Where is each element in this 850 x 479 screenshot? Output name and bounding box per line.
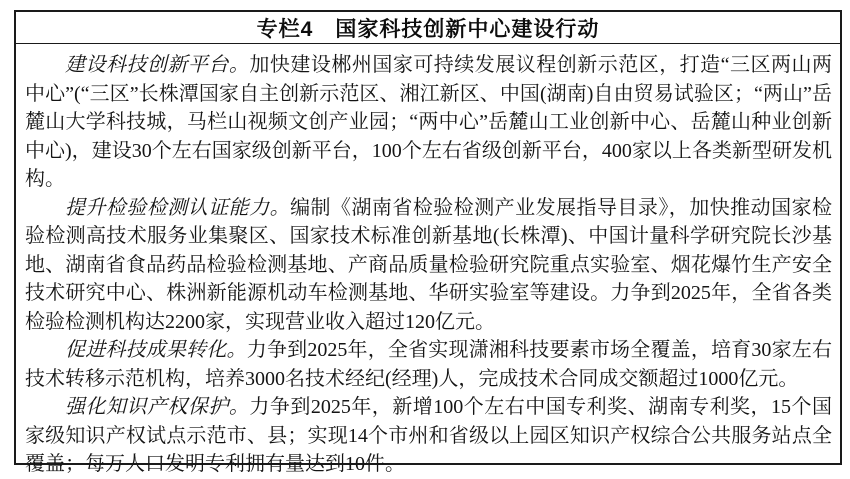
paragraph-achievement-transfer bbox=[25, 336, 832, 393]
paragraph-lead: 促进科技成果转化。 bbox=[65, 339, 247, 361]
panel-title: 专栏4 国家科技创新中心建设行动 bbox=[256, 17, 600, 41]
paragraph-ip-protection bbox=[25, 393, 832, 479]
paragraph-inspection-testing bbox=[25, 194, 832, 337]
paragraph-lead: 提升检验检测认证能力。 bbox=[65, 196, 291, 219]
paragraph-lead: 建设科技创新平台。 bbox=[65, 54, 250, 76]
paragraph-build-platforms bbox=[25, 51, 832, 194]
paragraph-text: 加快建设郴州国家可持续发展议程创新示范区，打造“三区两山两中心”(“三区”长株潭国家自主创新示范区、湘江新区、中国(湖南)自由贸易试验区；“两山”岳麓山大学科技城，马栏山视频文创产业园；“两中心”岳麓山工业创新中心、岳麓山种业创新中心)，建设30个左右国家级创新平台，100个左右省级创新平台，400家以上各类新型研发机构。 bbox=[25, 54, 832, 190]
panel-title-bar bbox=[16, 12, 840, 44]
paragraph-text: 力争到2025年，全省实现潇湘科技要素市场全覆盖，培育30家左右技术转移示范机构，培养3000名技术经纪(经理)人，完成技术合同成交额超过1000亿元。 bbox=[25, 339, 832, 390]
paragraph-text: 力争到2025年，新增100个左右中国专利奖、湖南专利奖，15个国家级知识产权试点示范市、县；实现14个市州和省级以上园区知识产权综合公共服务站点全覆盖；每万人口发明专利拥有量达到10件。 bbox=[25, 396, 833, 475]
paragraph-lead: 强化知识产权保护。 bbox=[65, 396, 250, 418]
panel-body bbox=[16, 44, 840, 479]
paragraph-text: 编制《湖南省检验检测产业发展指导目录》，加快推动国家检验检测高技术服务业集聚区、国家技术标准创新基地(长株潭)、中国计量科学研究院长沙基地、湖南省食品药品检验检测基地、产商品质量检验研究院重点实验室、烟花爆竹生产安全技术研究中心、株洲新能源机动车检测基地、华研实验室等建设。力争到2025年，全省各类检验检测机构达2200家，实现营业收入超过120亿元。 bbox=[25, 196, 833, 333]
column-box-panel bbox=[14, 10, 842, 475]
